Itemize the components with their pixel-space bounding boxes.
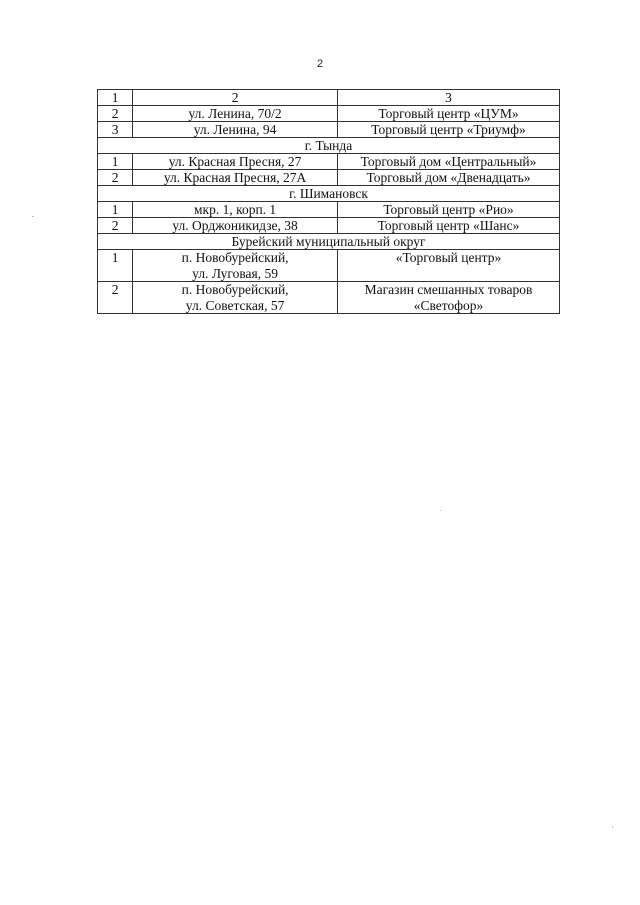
table-row bbox=[98, 154, 560, 170]
table-row bbox=[98, 202, 560, 218]
stores-table bbox=[97, 89, 560, 314]
row-store-name bbox=[338, 282, 560, 314]
row-address bbox=[133, 282, 338, 314]
section-title: г. Шимановск bbox=[98, 186, 560, 202]
table-row bbox=[98, 282, 560, 314]
table-row bbox=[98, 106, 560, 122]
row-address-line: ул. Советская, 57 bbox=[185, 297, 285, 313]
row-store-name bbox=[338, 250, 560, 282]
scan-speck bbox=[440, 510, 441, 511]
row-number: 2 bbox=[98, 282, 133, 314]
row-address-line: п. Новобурейский, bbox=[181, 282, 289, 297]
table-row bbox=[98, 122, 560, 138]
table-row bbox=[98, 218, 560, 234]
row-number: 1 bbox=[98, 202, 133, 218]
row-address: ул. Ленина, 94 bbox=[133, 122, 338, 138]
row-number: 1 bbox=[98, 250, 133, 282]
row-address-line: п. Новобурейский, bbox=[181, 250, 289, 265]
row-store-name: Торговый центр «Рио» bbox=[338, 202, 560, 218]
section-row-bureya bbox=[98, 234, 560, 250]
row-store-name-line: «Торговый центр» bbox=[395, 250, 502, 265]
row-address: ул. Красная Пресня, 27А bbox=[133, 170, 338, 186]
row-number: 2 bbox=[98, 106, 133, 122]
row-address: ул. Орджоникидзе, 38 bbox=[133, 218, 338, 234]
row-store-name: Торговый дом «Двенадцать» bbox=[338, 170, 560, 186]
table-row bbox=[98, 250, 560, 282]
section-title: Бурейский муниципальный округ bbox=[98, 234, 560, 250]
row-store-name: Торговый центр «ЦУМ» bbox=[338, 106, 560, 122]
row-number: 2 bbox=[98, 218, 133, 234]
section-row-tynda bbox=[98, 138, 560, 154]
table-header-row bbox=[98, 90, 560, 106]
row-store-name-line: Магазин смешанных товаров bbox=[364, 282, 533, 297]
section-title: г. Тында bbox=[98, 138, 560, 154]
row-address-line: ул. Луговая, 59 bbox=[192, 265, 278, 281]
row-store-name: Торговый центр «Шанс» bbox=[338, 218, 560, 234]
row-number: 1 bbox=[98, 154, 133, 170]
page-number: 2 bbox=[316, 58, 324, 70]
section-row-shimanovsk bbox=[98, 186, 560, 202]
header-cell-number: 1 bbox=[98, 90, 133, 106]
row-address bbox=[133, 250, 338, 282]
row-number: 3 bbox=[98, 122, 133, 138]
header-cell-address: 2 bbox=[133, 90, 338, 106]
row-address: ул. Ленина, 70/2 bbox=[133, 106, 338, 122]
scan-speck bbox=[612, 826, 613, 828]
row-address: мкр. 1, корп. 1 bbox=[133, 202, 338, 218]
scan-speck bbox=[32, 216, 34, 217]
row-number: 2 bbox=[98, 170, 133, 186]
row-address: ул. Красная Пресня, 27 bbox=[133, 154, 338, 170]
row-store-name: Торговый дом «Центральный» bbox=[338, 154, 560, 170]
header-cell-name: 3 bbox=[338, 90, 560, 106]
table-row bbox=[98, 170, 560, 186]
row-store-name-line: «Светофор» bbox=[413, 297, 484, 313]
row-store-name: Торговый центр «Триумф» bbox=[338, 122, 560, 138]
